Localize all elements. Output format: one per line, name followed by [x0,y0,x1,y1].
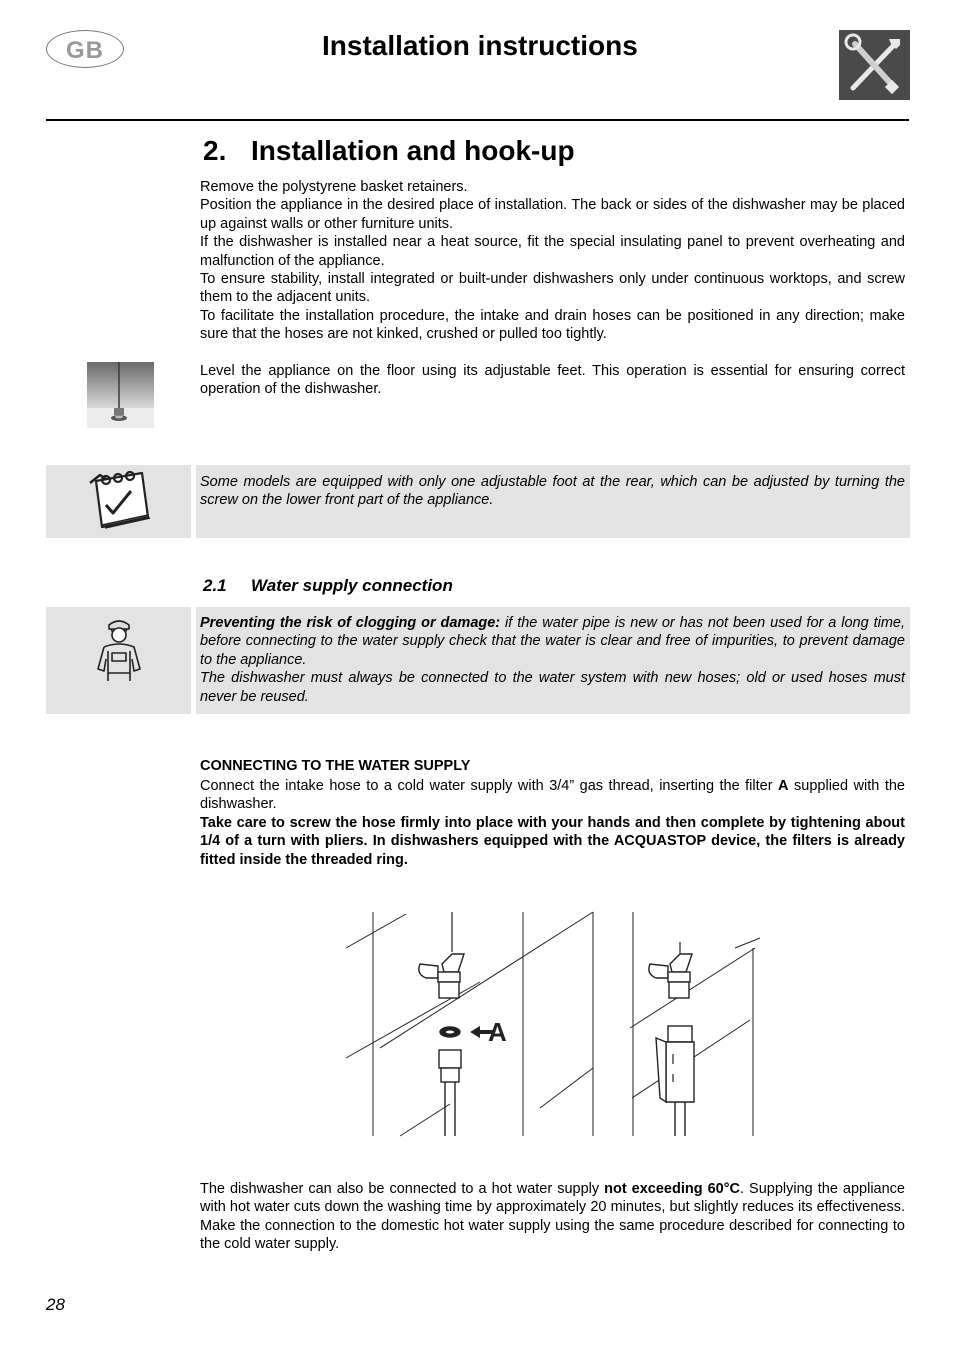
hot-water-text [200,1180,905,1254]
connect-bold-paragraph [200,814,905,869]
adjustable-feet-icon [87,362,154,428]
note-icon-cell [46,465,191,538]
subsection-number: 2.1 [203,576,227,595]
intro-paragraph: If the dishwasher is installed near a heat source, fit the special insulating panel to prevent overheating and malfunction of the appliance. [200,234,905,269]
notepad-check-icon [46,465,191,538]
level-text: Level the appliance on the floor using its adjustable feet. This operation is essential for ensuring correct operation of the dishwasher. [200,363,905,398]
language-badge [46,30,124,68]
water-connection-diagram [340,908,770,1140]
intro-paragraph: Position the appliance in the desired place of installation. The back or sides of the dishwasher may be placed up against walls or other furniture units. [200,197,905,232]
intro-paragraph: Remove the polystyrene basket retainers. [200,179,468,195]
connect-text-a: Connect the intake hose to a cold water supply with 3/4” gas thread, inserting the filter [200,778,779,794]
connect-bold-text: Take care to screw the hose firmly into place with your hands and then complete by tightening about 1/4 of a turn with pliers. In dishwashers equipped with the ACQUASTOP device, the filters is already fitted inside the threaded ring. [200,814,905,868]
subsection-title-text: Water supply connection [251,576,453,595]
page-number: 28 [46,1295,65,1314]
connect-heading: CONNECTING TO THE WATER SUPPLY [200,758,471,774]
section-title [203,135,575,167]
page-header-title: Installation instructions [322,30,638,61]
warning-icon-cell [46,607,191,714]
note-text: Some models are equipped with only one adjustable foot at the rear, which can be adjusted by turning the screw on the lower front part of the appliance. [200,474,905,509]
warning-lead: Preventing the risk of clogging or damage: [200,615,501,631]
hot-water-text-a: The dishwasher can also be connected to a hot water supply [200,1181,605,1197]
language-badge-label: GB [66,37,104,64]
intro-paragraph: To facilitate the installation procedure, the intake and drain hoses can be positioned in any direction; make sure that the hoses are not kinked, crushed or pulled too tightly. [200,307,905,343]
section-number: 2. [203,135,227,166]
hot-water-limit: not exceeding 60°C [604,1181,741,1197]
tools-icon [839,30,910,100]
warning-text [200,614,905,706]
connect-text [200,777,905,869]
section-title-text: Installation and hook-up [251,135,575,166]
connect-paragraph [200,777,905,814]
intro-text [200,178,905,344]
diagram-filter-label: A [488,1017,507,1047]
header-divider [46,119,909,121]
technician-icon [46,607,191,714]
filter-label: A [778,778,789,794]
intro-paragraph: To ensure stability, install integrated or built-under dishwashers only under continuous worktops, and screw them to the adjacent units. [200,271,905,306]
connect-text-b: supplied with the dishwasher. [200,778,905,813]
warning-paragraph: The dishwasher must always be connected to the water system with new hoses; old or used hoses must never be reused. [200,670,905,705]
subsection-title [203,576,453,596]
warning-paragraph [200,614,905,669]
hot-water-text-b: . Supplying the appliance with hot water cuts down the washing time by approximately 20 minutes, but slightly reduces its effectiveness. Make the connection to the domestic hot water supply using the same procedure described for connecting to the cold water supply. [200,1181,905,1253]
warning-body: if the water pipe is new or has not been used for a long time, before connecting to the water supply check that the water is clear and free of impurities, to prevent damage to the appliance. [200,615,905,668]
